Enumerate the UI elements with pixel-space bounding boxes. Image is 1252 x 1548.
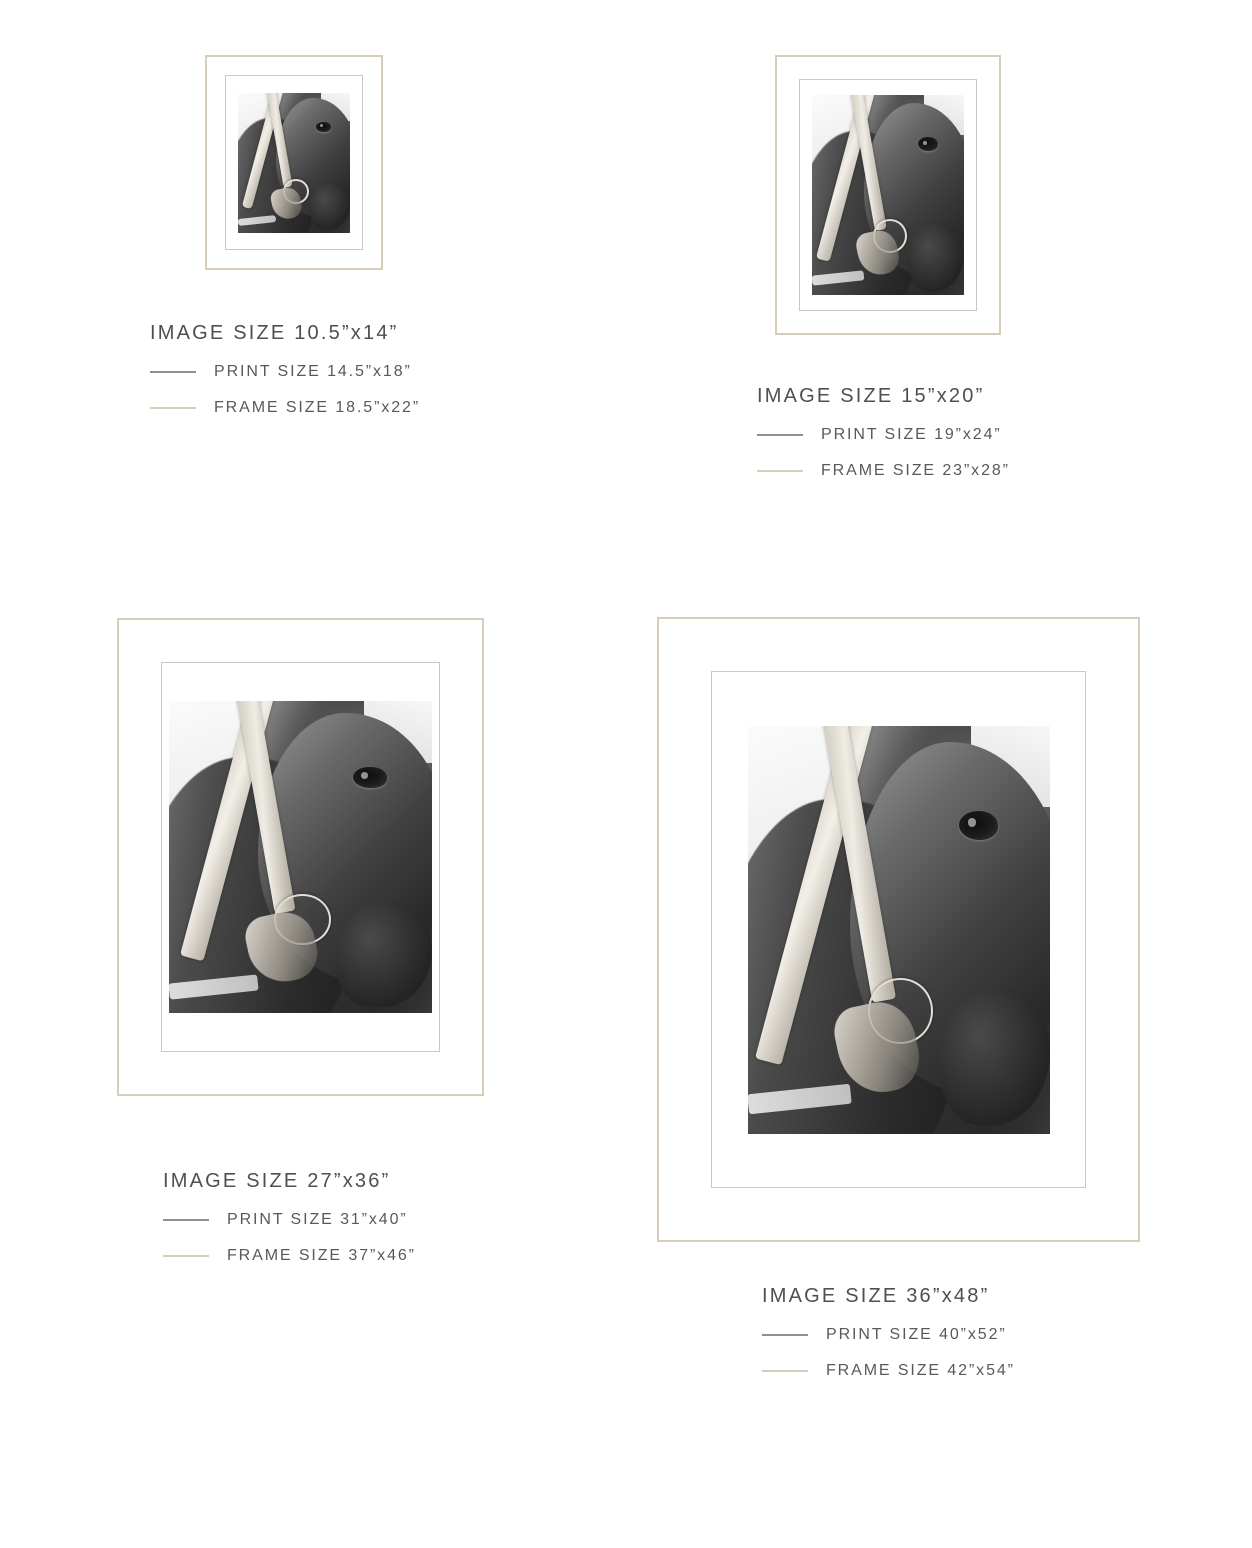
image-size-label: IMAGE SIZE 27”x36”	[163, 1170, 391, 1192]
framed-artwork-10-5x14	[205, 55, 383, 270]
print-size-label: PRINT SIZE 19”x24”	[821, 426, 1002, 443]
framed-artwork-36x48	[657, 617, 1140, 1242]
print-size-line-icon	[163, 1219, 209, 1221]
horse-photograph-icon	[238, 93, 350, 233]
size-option-27x36	[117, 618, 484, 1096]
horse-photograph-icon	[812, 95, 964, 295]
print-size-row	[150, 363, 420, 381]
frame-size-label: FRAME SIZE 18.5”x22”	[214, 399, 421, 416]
frame-size-label: FRAME SIZE 42”x54”	[826, 1362, 1015, 1379]
print-size-row	[757, 426, 1010, 444]
frame-size-label: FRAME SIZE 37”x46”	[227, 1247, 416, 1264]
framed-artwork-27x36	[117, 618, 484, 1096]
caption-27x36	[163, 1170, 416, 1265]
mat-board	[225, 75, 363, 250]
print-size-line-icon	[150, 371, 196, 373]
artwork-photo	[169, 701, 432, 1013]
frame-size-line-icon	[163, 1255, 209, 1257]
size-option-10-5x14	[205, 55, 383, 270]
caption-10-5x14	[150, 322, 420, 417]
frame-size-line-icon	[150, 407, 196, 409]
print-size-line-icon	[762, 1334, 808, 1336]
frame-size-line-icon	[757, 470, 803, 472]
print-size-label: PRINT SIZE 31”x40”	[227, 1211, 408, 1228]
frame-size-row	[150, 399, 420, 417]
caption-36x48	[762, 1285, 1015, 1380]
print-size-row	[163, 1211, 416, 1229]
image-size-label: IMAGE SIZE 15”x20”	[757, 385, 985, 407]
size-option-15x20	[775, 55, 1001, 335]
framed-artwork-15x20	[775, 55, 1001, 335]
frame-size-row	[762, 1362, 1015, 1380]
frame-size-label: FRAME SIZE 23”x28”	[821, 462, 1010, 479]
mat-board	[161, 662, 440, 1052]
horse-photograph-icon	[748, 726, 1050, 1134]
horse-photograph-icon	[169, 701, 432, 1013]
frame-size-row	[163, 1247, 416, 1265]
frame-size-line-icon	[762, 1370, 808, 1372]
artwork-photo	[748, 726, 1050, 1134]
print-size-label: PRINT SIZE 14.5”x18”	[214, 363, 412, 380]
frame-size-row	[757, 462, 1010, 480]
print-size-label: PRINT SIZE 40”x52”	[826, 1326, 1007, 1343]
artwork-photo	[812, 95, 964, 295]
caption-15x20	[757, 385, 1010, 480]
size-option-36x48	[657, 617, 1140, 1242]
mat-board	[799, 79, 977, 311]
mat-board	[711, 671, 1086, 1188]
artwork-photo	[238, 93, 350, 233]
print-size-line-icon	[757, 434, 803, 436]
image-size-label: IMAGE SIZE 10.5”x14”	[150, 322, 399, 344]
image-size-label: IMAGE SIZE 36”x48”	[762, 1285, 990, 1307]
print-size-row	[762, 1326, 1015, 1344]
